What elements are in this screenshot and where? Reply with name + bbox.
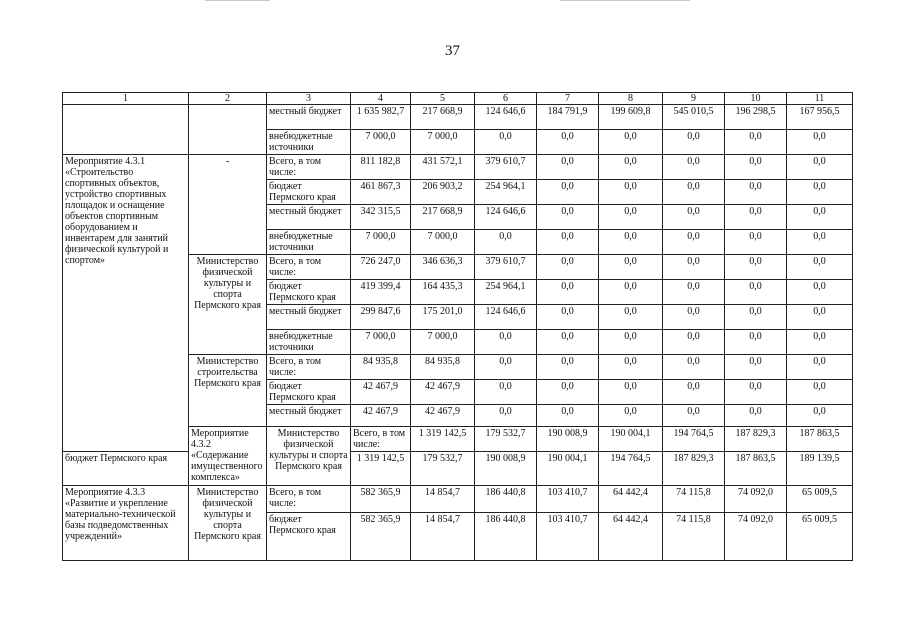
amount-cell: 0,0	[663, 355, 725, 380]
amount-cell: 7 000,0	[351, 230, 411, 255]
funding-source-label: бюджет Пермского края	[267, 180, 351, 205]
amount-cell: 190 004,1	[537, 452, 599, 486]
amount-cell: 7 000,0	[411, 130, 475, 155]
amount-cell: 0,0	[475, 130, 537, 155]
column-number: 3	[267, 93, 351, 105]
funding-source-label: бюджет Пермского края	[267, 380, 351, 405]
amount-cell: 0,0	[599, 230, 663, 255]
amount-cell: 124 646,6	[475, 105, 537, 130]
amount-cell: 65 009,5	[787, 513, 853, 561]
amount-cell: 0,0	[725, 280, 787, 305]
amount-cell: 64 442,4	[599, 486, 663, 513]
amount-cell: 0,0	[663, 155, 725, 180]
amount-cell: 0,0	[599, 405, 663, 427]
amount-cell: 0,0	[663, 305, 725, 330]
amount-cell: 0,0	[787, 205, 853, 230]
column-number: 10	[725, 93, 787, 105]
amount-cell: 164 435,3	[411, 280, 475, 305]
amount-cell: 14 854,7	[411, 513, 475, 561]
amount-cell: 7 000,0	[351, 130, 411, 155]
amount-cell: 74 115,8	[663, 513, 725, 561]
amount-cell: 74 092,0	[725, 486, 787, 513]
funding-source-label: бюджет Пермского края	[267, 280, 351, 305]
amount-cell: 187 829,3	[725, 427, 787, 452]
amount-cell: 0,0	[663, 280, 725, 305]
amount-cell: 0,0	[663, 330, 725, 355]
amount-cell: 0,0	[537, 405, 599, 427]
amount-cell: 42 467,9	[411, 405, 475, 427]
table-header-row	[63, 93, 853, 105]
amount-cell: 0,0	[725, 380, 787, 405]
amount-cell: 379 610,7	[475, 255, 537, 280]
executor-cell: Министерство физической культуры и спорта Пермского края	[267, 427, 351, 486]
column-number: 2	[189, 93, 267, 105]
column-number: 4	[351, 93, 411, 105]
amount-cell: 0,0	[787, 380, 853, 405]
amount-cell: 0,0	[599, 380, 663, 405]
activity-cell: Мероприятие 4.3.3 «Развитие и укрепление материально-технической базы подведомственных учреждений»	[63, 486, 189, 561]
amount-cell: 0,0	[787, 155, 853, 180]
amount-cell: 461 867,3	[351, 180, 411, 205]
amount-cell: 545 010,5	[663, 105, 725, 130]
amount-cell: 0,0	[787, 255, 853, 280]
amount-cell: 7 000,0	[411, 330, 475, 355]
amount-cell: 582 365,9	[351, 513, 411, 561]
amount-cell: 0,0	[787, 130, 853, 155]
executor-cell: Министерство физической культуры и спорта Пермского края	[189, 255, 267, 355]
amount-cell: 0,0	[599, 255, 663, 280]
amount-cell: 84 935,8	[411, 355, 475, 380]
amount-cell: 0,0	[537, 230, 599, 255]
amount-cell: 194 764,5	[599, 452, 663, 486]
amount-cell: 0,0	[599, 180, 663, 205]
amount-cell: 0,0	[537, 255, 599, 280]
executor-cell: Министерство строительства Пермского края	[189, 355, 267, 427]
amount-cell: 0,0	[725, 230, 787, 255]
top-edge-mark	[560, 0, 690, 1]
amount-cell: 103 410,7	[537, 486, 599, 513]
amount-cell: 342 315,5	[351, 205, 411, 230]
amount-cell: 0,0	[725, 155, 787, 180]
column-number: 8	[599, 93, 663, 105]
executor-cell: Министерство физической культуры и спорта Пермского края	[189, 486, 267, 561]
amount-cell: 0,0	[725, 130, 787, 155]
activity-cell: Мероприятие 4.3.1 «Строительство спортивных объектов, устройство спортивных площадок и оснащение объектов спортивным оборудованием и инвентарем для занятий физической культурой и спортом»	[63, 155, 189, 452]
amount-cell: 726 247,0	[351, 255, 411, 280]
column-number: 7	[537, 93, 599, 105]
amount-cell: 124 646,6	[475, 305, 537, 330]
amount-cell: 186 440,8	[475, 513, 537, 561]
funding-source-label: Всего, в том числе:	[267, 255, 351, 280]
amount-cell: 206 903,2	[411, 180, 475, 205]
amount-cell: 0,0	[537, 205, 599, 230]
column-number: 1	[63, 93, 189, 105]
amount-cell: 190 008,9	[475, 452, 537, 486]
executor-cell	[189, 105, 267, 155]
amount-cell: 1 319 142,5	[351, 452, 411, 486]
amount-cell: 186 440,8	[475, 486, 537, 513]
amount-cell: 811 182,8	[351, 155, 411, 180]
budget-table	[62, 92, 853, 561]
amount-cell: 0,0	[663, 230, 725, 255]
amount-cell: 0,0	[537, 355, 599, 380]
amount-cell: 0,0	[537, 180, 599, 205]
amount-cell: 103 410,7	[537, 513, 599, 561]
activity-cell	[63, 105, 189, 155]
amount-cell: 0,0	[599, 355, 663, 380]
amount-cell: 582 365,9	[351, 486, 411, 513]
amount-cell: 0,0	[725, 180, 787, 205]
amount-cell: 346 636,3	[411, 255, 475, 280]
amount-cell: 0,0	[475, 380, 537, 405]
amount-cell: 190 008,9	[537, 427, 599, 452]
amount-cell: 14 854,7	[411, 486, 475, 513]
amount-cell: 187 829,3	[663, 452, 725, 486]
column-number: 11	[787, 93, 853, 105]
amount-cell: 0,0	[599, 155, 663, 180]
amount-cell: 379 610,7	[475, 155, 537, 180]
amount-cell: 0,0	[537, 130, 599, 155]
amount-cell: 84 935,8	[351, 355, 411, 380]
funding-source-label: бюджет Пермского края	[63, 452, 189, 486]
amount-cell: 167 956,5	[787, 105, 853, 130]
amount-cell: 0,0	[663, 180, 725, 205]
table-row	[63, 155, 853, 180]
amount-cell: 124 646,6	[475, 205, 537, 230]
amount-cell: 0,0	[787, 230, 853, 255]
activity-cell: Мероприятие 4.3.2 «Содержание имущественного комплекса»	[189, 427, 267, 486]
amount-cell: 431 572,1	[411, 155, 475, 180]
funding-source-label: бюджет Пермского края	[267, 513, 351, 561]
funding-source-label: Всего, в том числе:	[267, 155, 351, 180]
funding-source-label: внебюджетные источники	[267, 130, 351, 155]
amount-cell: 0,0	[663, 255, 725, 280]
amount-cell: 42 467,9	[351, 380, 411, 405]
top-edge-mark	[205, 0, 270, 1]
funding-source-label: внебюджетные источники	[267, 330, 351, 355]
amount-cell: 196 298,5	[725, 105, 787, 130]
amount-cell: 299 847,6	[351, 305, 411, 330]
amount-cell: 175 201,0	[411, 305, 475, 330]
amount-cell: 0,0	[475, 405, 537, 427]
funding-source-label: Всего, в том числе:	[267, 355, 351, 380]
amount-cell: 0,0	[599, 305, 663, 330]
amount-cell: 0,0	[663, 380, 725, 405]
amount-cell: 0,0	[537, 380, 599, 405]
funding-source-label: внебюджетные источники	[267, 230, 351, 255]
amount-cell: 187 863,5	[725, 452, 787, 486]
amount-cell: 1 319 142,5	[411, 427, 475, 452]
amount-cell: 0,0	[787, 330, 853, 355]
amount-cell: 217 668,9	[411, 205, 475, 230]
column-number: 9	[663, 93, 725, 105]
amount-cell: 419 399,4	[351, 280, 411, 305]
funding-source-label: Всего, в том числе:	[267, 486, 351, 513]
amount-cell: 0,0	[537, 280, 599, 305]
amount-cell: 0,0	[787, 305, 853, 330]
amount-cell: 0,0	[725, 255, 787, 280]
amount-cell: 0,0	[537, 155, 599, 180]
amount-cell: 0,0	[663, 405, 725, 427]
table-row	[63, 105, 853, 130]
funding-source-label: местный бюджет	[267, 205, 351, 230]
amount-cell: 7 000,0	[351, 330, 411, 355]
amount-cell: 64 442,4	[599, 513, 663, 561]
amount-cell: 189 139,5	[787, 452, 853, 486]
table-row	[63, 452, 853, 486]
amount-cell: 74 092,0	[725, 513, 787, 561]
amount-cell: 42 467,9	[351, 405, 411, 427]
amount-cell: 184 791,9	[537, 105, 599, 130]
amount-cell: 0,0	[475, 230, 537, 255]
amount-cell: 0,0	[537, 330, 599, 355]
amount-cell: 7 000,0	[411, 230, 475, 255]
amount-cell: 65 009,5	[787, 486, 853, 513]
amount-cell: 179 532,7	[411, 452, 475, 486]
amount-cell: 217 668,9	[411, 105, 475, 130]
amount-cell: 0,0	[663, 205, 725, 230]
amount-cell: 190 004,1	[599, 427, 663, 452]
column-number: 6	[475, 93, 537, 105]
funding-source-label: Всего, в том числе:	[351, 427, 411, 452]
amount-cell: 0,0	[725, 330, 787, 355]
funding-source-label: местный бюджет	[267, 405, 351, 427]
amount-cell: 1 635 982,7	[351, 105, 411, 130]
amount-cell: 0,0	[537, 305, 599, 330]
amount-cell: 0,0	[787, 180, 853, 205]
amount-cell: 74 115,8	[663, 486, 725, 513]
amount-cell: 254 964,1	[475, 180, 537, 205]
amount-cell: 0,0	[725, 205, 787, 230]
amount-cell: 254 964,1	[475, 280, 537, 305]
executor-cell: -	[189, 155, 267, 255]
amount-cell: 0,0	[725, 305, 787, 330]
amount-cell: 0,0	[725, 355, 787, 380]
amount-cell: 187 863,5	[787, 427, 853, 452]
amount-cell: 0,0	[475, 330, 537, 355]
amount-cell: 0,0	[787, 355, 853, 380]
amount-cell: 179 532,7	[475, 427, 537, 452]
amount-cell: 0,0	[599, 130, 663, 155]
amount-cell: 194 764,5	[663, 427, 725, 452]
page-number: 37	[445, 43, 460, 59]
funding-source-label: местный бюджет	[267, 105, 351, 130]
amount-cell: 0,0	[475, 355, 537, 380]
amount-cell: 42 467,9	[411, 380, 475, 405]
funding-source-label: местный бюджет	[267, 305, 351, 330]
amount-cell: 0,0	[787, 280, 853, 305]
amount-cell: 0,0	[599, 280, 663, 305]
amount-cell: 0,0	[663, 130, 725, 155]
column-number: 5	[411, 93, 475, 105]
amount-cell: 199 609,8	[599, 105, 663, 130]
amount-cell: 0,0	[787, 405, 853, 427]
amount-cell: 0,0	[599, 205, 663, 230]
table-row	[63, 486, 853, 513]
amount-cell: 0,0	[599, 330, 663, 355]
amount-cell: 0,0	[725, 405, 787, 427]
